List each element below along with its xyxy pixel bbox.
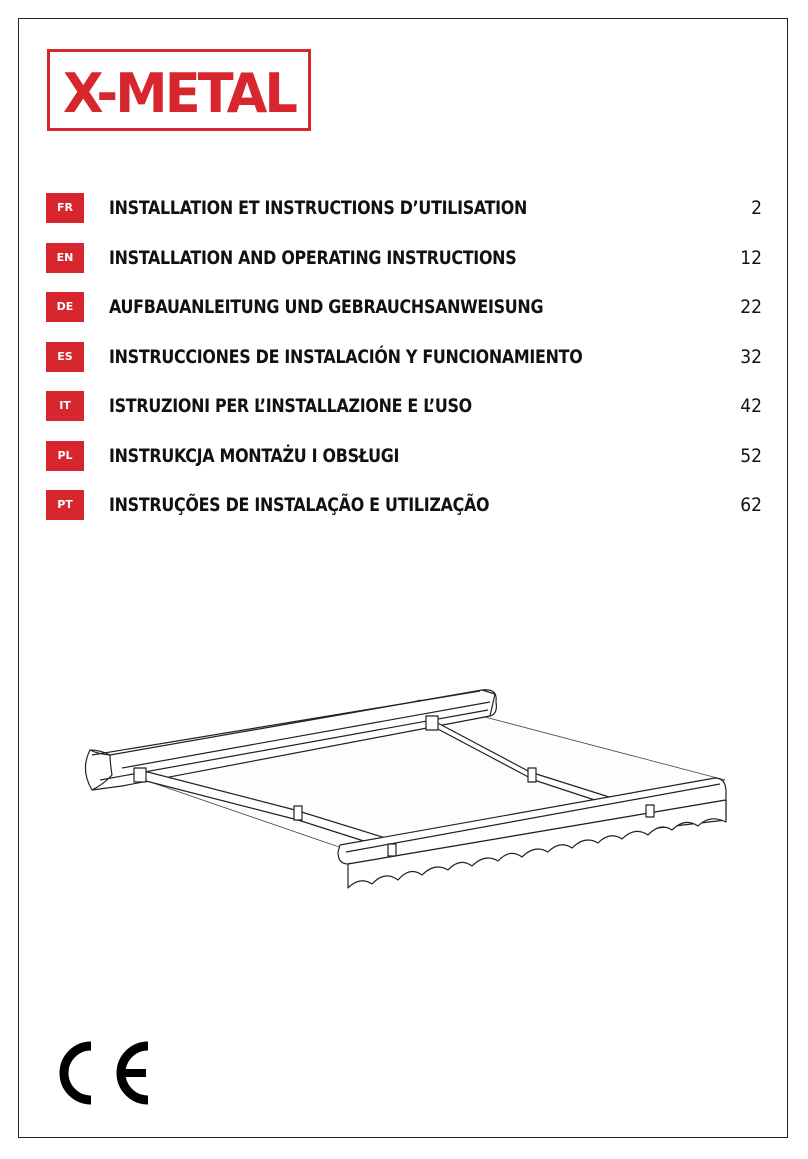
language-badge: ES bbox=[46, 342, 84, 372]
awning-illustration bbox=[70, 680, 740, 905]
toc-page-number: 12 bbox=[740, 246, 762, 269]
toc-title: INSTRUKCJA MONTAŻU I OBSŁUGI bbox=[109, 444, 400, 467]
toc-title: INSTALLATION AND OPERATING INSTRUCTIONS bbox=[109, 246, 517, 269]
toc-title: INSTRUÇÕES DE INSTALAÇÃO E UTILIZAÇÃO bbox=[109, 494, 490, 516]
ce-mark bbox=[46, 1038, 156, 1113]
toc-title: INSTALLATION ET INSTRUCTIONS D’UTILISATION bbox=[109, 197, 528, 219]
logo-text: X-METAL bbox=[63, 62, 297, 125]
toc-title: INSTRUCCIONES DE INSTALACIÓN Y FUNCIONAMIENTO bbox=[109, 345, 583, 368]
language-badge: PL bbox=[46, 441, 84, 471]
language-badge: EN bbox=[46, 243, 84, 273]
language-badge: PT bbox=[46, 490, 84, 520]
language-badge: DE bbox=[46, 292, 84, 322]
page-border bbox=[18, 18, 788, 1138]
language-badge: IT bbox=[46, 391, 84, 421]
language-badge: FR bbox=[46, 193, 84, 223]
toc-title: AUFBAUANLEITUNG UND GEBRAUCHSANWEISUNG bbox=[109, 296, 544, 318]
toc-title: ISTRUZIONI PER L’INSTALLAZIONE E L’USO bbox=[109, 395, 472, 417]
toc-page-number: 42 bbox=[740, 395, 762, 417]
toc-row-fr[interactable] bbox=[46, 190, 762, 240]
toc-page-number: 22 bbox=[740, 296, 762, 318]
toc-row-it[interactable] bbox=[46, 388, 762, 438]
toc-row-en[interactable] bbox=[46, 240, 762, 290]
toc-row-pl[interactable] bbox=[46, 438, 762, 488]
toc-row-es[interactable] bbox=[46, 339, 762, 389]
language-table-of-contents bbox=[46, 190, 762, 537]
toc-page-number: 2 bbox=[751, 197, 762, 219]
toc-page-number: 62 bbox=[740, 494, 762, 516]
toc-page-number: 32 bbox=[740, 345, 762, 368]
toc-row-pt[interactable] bbox=[46, 487, 762, 537]
toc-row-de[interactable] bbox=[46, 289, 762, 339]
toc-page-number: 52 bbox=[740, 444, 762, 467]
brand-logo bbox=[47, 49, 311, 131]
